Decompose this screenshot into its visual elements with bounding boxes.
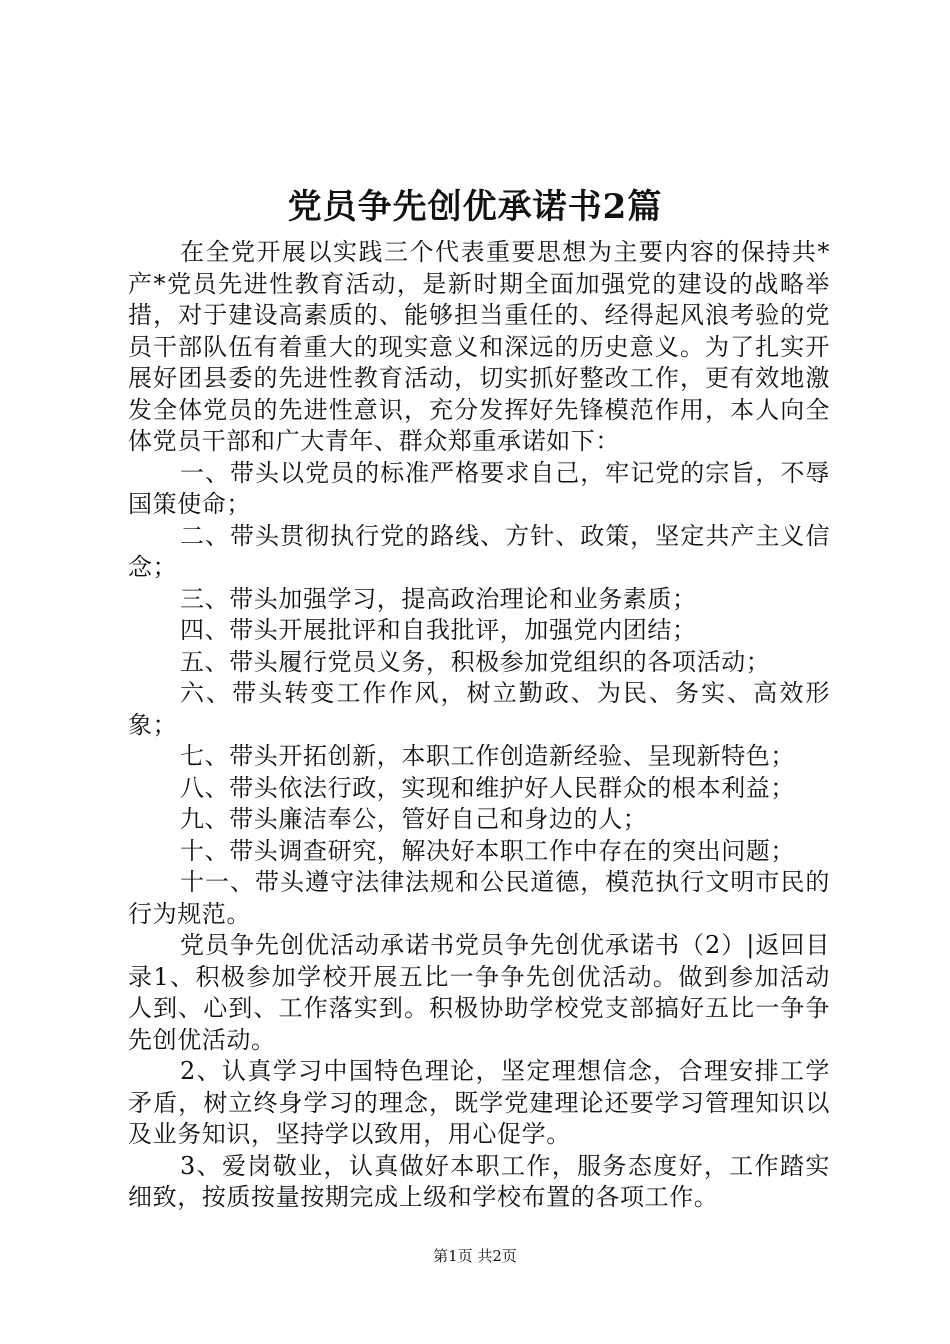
paragraph-intro: 在全党开展以实践三个代表重要思想为主要内容的保持共*产*党员先进性教育活动，是新时期全面加强党的建设的战略举措，对于建设高素质的、能够担当重任的、经得起风浪考验的党员干部队伍有着重大的现实意义和深远的历史意义。为了扎实开展好团县委的先进性教育活动，切实抓好整改工作，更有效地激发全体党员的先进性意识，充分发挥好先锋模范作用，本人向全体党员干部和广大青年、群众郑重承诺如下： [128, 238, 830, 455]
paragraph-pledge-7: 七、带头开拓创新，本职工作创造新经验、呈现新特色； [180, 742, 795, 770]
paragraph-pledge-4: 四、带头开展批评和自我批评，加强党内团结； [180, 616, 697, 644]
paragraph-pledge-6: 六、带头转变工作作风，树立勤政、为民、务实、高效形象； [128, 679, 830, 739]
paragraph-second-pledge-1: 党员争先创优活动承诺书党员争先创优承诺书（2）|返回目录1、积极参加学校开展五比一争争先创优活动。做到参加活动人到、心到、工作落实到。积极协助学校党支部搞好五比一争争先创优活动。 [128, 931, 830, 1054]
document-body [128, 237, 830, 1214]
paragraph-pledge-10: 十、带头调查研究，解决好本职工作中存在的突出问题； [180, 836, 795, 865]
paragraph-pledge-11: 十一、带头遵守法律法规和公民道德，模范执行文明市民的行为规范。 [128, 868, 830, 928]
paragraph-pledge-1: 一、带头以党员的标准严格要求自己，牢记党的宗旨，不辱国策使命； [128, 458, 830, 518]
page-number-footer: 第1页 共2页 [433, 1247, 517, 1265]
paragraph-second-pledge-3: 3、爱岗敬业，认真做好本职工作，服务态度好，工作踏实细致，按质按量按期完成上级和学校布置的各项工作。 [128, 1151, 830, 1211]
paragraph-pledge-8: 八、带头依法行政，实现和维护好人民群众的根本利益； [180, 773, 795, 802]
paragraph-pledge-3: 三、带头加强学习，提高政治理论和业务素质； [180, 584, 697, 613]
paragraph-pledge-5: 五、带头履行党员义务，积极参加党组织的各项活动； [180, 647, 771, 676]
paragraph-pledge-9: 九、带头廉洁奉公，管好自己和身边的人； [180, 805, 648, 833]
paragraph-pledge-2: 二、带头贯彻执行党的路线、方针、政策，坚定共产主义信念； [128, 521, 830, 581]
document-title: 党员争先创优承诺书2篇 [287, 187, 663, 227]
paragraph-second-pledge-2: 2、认真学习中国特色理论，坚定理想信念，合理安排工学矛盾，树立终身学习的理念，既学党建理论还要学习管理知识以及业务知识，坚持学以致用，用心促学。 [128, 1057, 830, 1148]
